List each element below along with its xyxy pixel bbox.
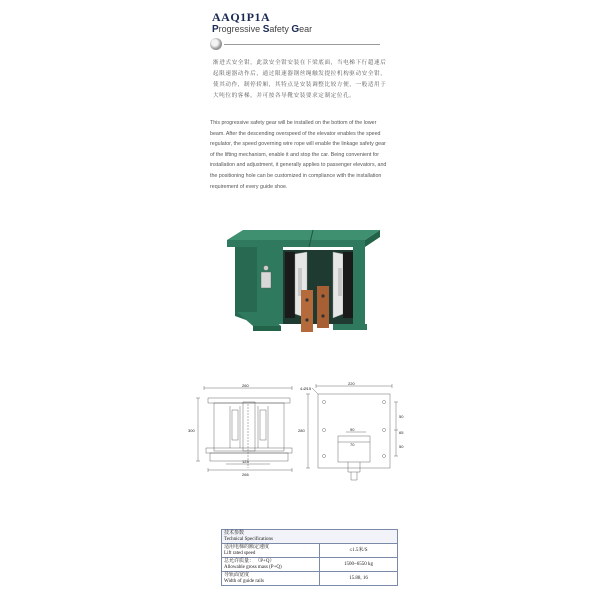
front-top-width: 260 [242, 383, 249, 388]
spec-label-en: Lift rated speed [224, 550, 256, 556]
spec-label-en: Allowable gross mass (P+Q) [224, 564, 282, 570]
en-line: beam. After the descending overspeed of the elevator enables the speed [210, 130, 381, 137]
side-inner-b: 70 [350, 442, 355, 447]
cn-line: 使其动作，制停轿厢，其特点是安装调整比较方便，一般适用于 [213, 82, 387, 88]
safety-gear-photo [225, 228, 380, 338]
chinese-description [213, 58, 413, 102]
side-dim-b: 65 [399, 430, 404, 435]
bullet-circle-icon [210, 38, 222, 50]
spec-value: ≤1.5米/S [320, 544, 398, 558]
specs-header-en: Technical Specifications [224, 536, 273, 542]
en-line: installation and adjustment, it generally applies to passenger elevators, and [210, 162, 387, 169]
product-subtitle: Progressive Safety Gear [212, 24, 313, 35]
spec-value: 1500~6550 kg [320, 558, 398, 572]
side-hole-note: 4-Ø15 [300, 386, 312, 391]
spec-label-cn: 适用电梯的额定速度 [224, 544, 270, 550]
side-inner-a: 90 [350, 427, 355, 432]
cn-line: 大吨位的客梯，并可按各导靴安装要求定制定位孔。 [213, 93, 356, 99]
cn-line: 起限速器动作后，通过限速器钢丝绳触发提拉机构驱动安全钳， [213, 71, 387, 77]
table-row [222, 544, 398, 558]
title-divider [224, 44, 380, 45]
spec-value: 15.88, 16 [320, 572, 398, 586]
front-bottom-width: 266 [242, 472, 249, 477]
side-dim-a: 50 [399, 414, 404, 419]
side-top-width: 220 [348, 382, 355, 386]
side-dim-c: 50 [399, 444, 404, 449]
specs-header-row [222, 530, 398, 544]
table-row [222, 558, 398, 572]
spec-label-en: Width of guide rails [224, 578, 264, 584]
spec-label-cn: 总允许质量： （P+Q） [224, 558, 275, 564]
front-inner-dim: 123 [242, 459, 249, 464]
en-line: the positioning hole can be customized in compliance with the installation [210, 172, 382, 179]
en-line: of the lifting mechanism, enable it and stop the car. Being convenient for [210, 151, 380, 158]
model-title: AAQ1P1A [212, 10, 271, 24]
spec-label-cn: 导轨面宽度 [224, 572, 250, 578]
front-height: 300 [188, 428, 195, 433]
cn-line: 渐进式安全钳，此款安全钳安装在下梁底面，当电梯下行超速后 [213, 60, 387, 66]
en-line: requirement of every guide shoe. [210, 183, 288, 190]
en-line: regulator, the speed governing wire rope will enable the linkage safety gear [210, 141, 386, 148]
en-line: This progressive safety gear will be installed on the bottom of the lower [210, 120, 377, 126]
side-view-drawing [306, 384, 398, 480]
technical-drawings [188, 382, 418, 482]
specs-header-cn: 技术参数 [224, 530, 245, 536]
table-row [222, 572, 398, 586]
specs-table [221, 529, 398, 586]
side-height: 280 [298, 428, 305, 433]
english-description [210, 118, 415, 192]
